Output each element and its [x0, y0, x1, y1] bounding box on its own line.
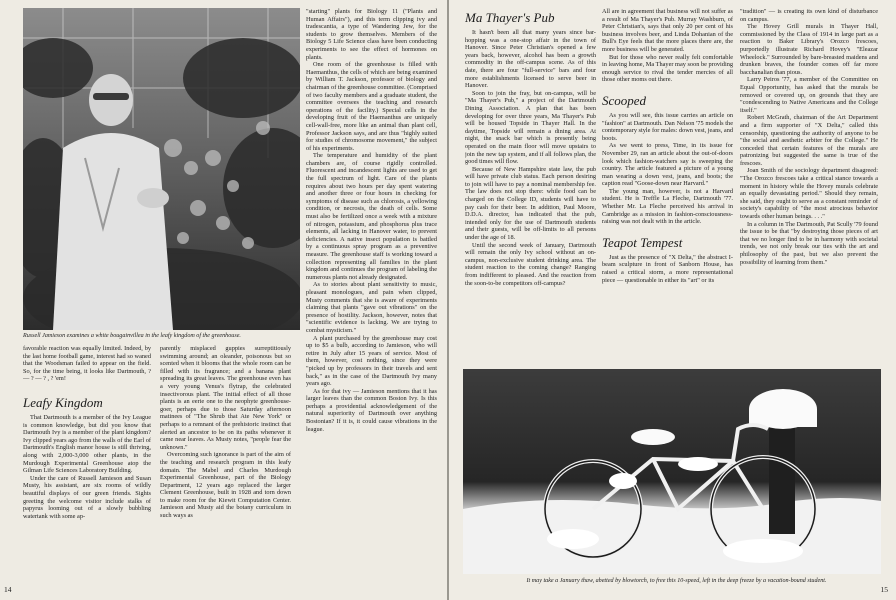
paragraph: A plant purchased by the greenhouse may cost up to $5 a bulb, according to Jamieson, who will retire in July after 15 years of service. Most of them, however, cost nothing, since they were "picked up by professors in their travels and sent back," as in the case of the Dartmouth Ivy many years ago. — [306, 334, 437, 388]
paragraph: Overcoming such ignorance is part of the aim of the teaching and research program in this leafy domain. The Mabel and Charles Murdough Experimental Greenhouse, part of the Biology Department, 12 years ago replaced the larger Clement Greenhouse, built in 1928 and torn down to make room for the Kiewit Computation Center. Jamieson and Musty aid the botany curriculum in such ways as — [160, 451, 291, 520]
right-column-1 — [465, 8, 596, 363]
page-number-right: 15 — [880, 585, 888, 594]
paragraph: "starting" plants for Biology 11 ("Plants and Human Affairs"), and this term clipping ivy and tradescantia, a type of Wandering Jew, for the students to grow themselves. Members of the Biology 5 Life Science class have been conducting experiments to see the effect of hormones on plants. — [306, 8, 437, 61]
page-number-left: 14 — [4, 585, 12, 594]
frozen-bicycle-photo — [463, 369, 881, 574]
teapot-tempest-heading: Teapot Tempest — [602, 234, 683, 250]
paragraph: Because of New Hampshire state law, the pub will have private club status. Each person desiring to join will have to pay a nominal membership fee. The law does not stop there: while food can be charged on the College ID, students will have to pay cash for their beer. In addition, Paul Moore, D.D.A. director, has indicated that the pub, intended only for the use of Dartmouth students and their guests, will be off-limits to all persons under the age of 18. — [465, 165, 596, 242]
right-page — [449, 0, 896, 600]
greenhouse-photo — [23, 8, 300, 330]
paragraph: Robert McGrath, chairman of the Art Department and a firm supporter of "X Delta," called this censorship, questioning the authority of anyone to be "the social and aesthetic arbiter for the College." He conceded that certain features of the murals are patronizing but suggested the same is true of the frescoes. — [740, 114, 878, 167]
paragraph: "tradition" — is creating its own kind of disturbance on campus. — [740, 8, 878, 23]
left-column-2 — [160, 345, 291, 590]
left-page — [0, 0, 447, 600]
ma-thayers-pub-heading: Ma Thayer's Pub — [465, 10, 555, 25]
paragraph: In a column in The Dartmouth, Pat Scully '79 found the issue to be that "by destroying those pieces of art that we no longer find to be in harmony with societal trends, we not only break our ties with the art and philosophy of the past, but we also prevent the possibility of learning from them." — [740, 220, 878, 266]
paragraph: The Hovey Grill murals in Thayer Hall, commissioned by the Class of 1914 in large part as a reaction to Baker Library's Orozco frescoes, purportedly illustrate Richard Hovey's "Eleazar Wheelock." Surrounded by bare-breasted maidens and drunken braves, the founder comes off far more bacchanalian than pious. — [740, 23, 878, 76]
paragraph: All are in agreement that business will not suffer as a result of Ma Thayer's Pub. Murray Washburn, of Peter Christian's, says that only 20 per cent of his business involves beer, and Linda Dohanian of the Bull's Eye feels that the more places there are, the more business will be generated. — [602, 8, 733, 53]
paragraph: Under the care of Russell Jamieson and Susan Musty, his assistant, are six rooms of wildly beautiful displays of our green friends. Sights greeting the welcome visitor include stalks of papyrus looming out of a slowly bubbling watertank with some ap- — [23, 474, 151, 520]
paragraph: Until the second week of January, Dartmouth will remain the only Ivy school without an on-campus, non-exclusive student drinking area. The student reaction to the coming change? Ranging from indifferent to pleased. And the reaction from the soon-to-be competitors off-campus? — [465, 241, 596, 287]
bicycle-photo-caption: It may take a January thaw, abetted by blowtorch, to free this 10-speed, left in the deep freeze by a vacation-bound student. — [526, 578, 827, 584]
paragraph: But for those who never really felt comfortable in leaving home, Ma Thayer may soon be providing enough service to rival the tender mercies of all those other moms out there. — [602, 53, 733, 84]
left-column-1 — [23, 345, 151, 590]
paragraph: The young man, however, is not a Harvard student. He is Treffle La Fleche, Dartmouth '77. Whether Mr. La Fleche perceived his arrival in Cambridge as a mission in fashion-consciousness-raising was not dealt with in the article. — [602, 187, 733, 226]
left-column-3 — [306, 8, 437, 590]
right-column-2 — [602, 8, 733, 363]
paragraph: It hasn't been all that many years since bar-hopping was a one-stop affair in the town of Hanover. Since Peter Christian's opened a few years back, however, alcohol has been a growth commodity in the off-campus scene. As of this date, there are four "full-service" bars and four more establishments licensed to serve beer in Hanover. — [465, 29, 596, 90]
scooped-heading: Scooped — [602, 92, 647, 108]
right-column-3 — [740, 8, 878, 363]
paragraph: Larry Peiros '77, a member of the Committee on Equal Opportunity, has asked that the murals be removed or covered up, on grounds that they are "condescending to Native Americans and the College itself." — [740, 76, 878, 114]
paragraph: One room of the greenhouse is filled with Haemanthus, the cells of which are being examined by William T. Jackson, professor of biology and chairman of the greenhouse committee. (Comprised of two faculty members and a graduate student, the committee oversees the teaching and research operations of the facility.) Special cells in the developing fruit of the Haemanthus are uniquely cell-wall-free, more like an animal than plant cell, Professor Jackson says, and are thus "highly suited for studies of chromosome movement," the subject of his experiments. — [306, 61, 437, 152]
paragraph: Just as the presence of "X Delta," the abstract I-beam sculpture in front of Sanborn House, has raised a critical storm, a more representational piece — questionable in either its "art" or its — [602, 253, 733, 284]
paragraph: parently misplaced guppies surreptitiously swimming around; an oleander, poisonous but so scented when it blooms that the whole room can be filled with its fragrance; and a banana plant spreading its great leaves. The greenhouse even has a very young Venus's flytrap, the celebrated insectivorous plant. The initial effect of all those plants is an eerie one to the neophyte greenhouse-goer, perhaps due to those Saturday afternoon matinees of "The Shrub that Ate New York" or perhaps to a remnant of the prehistoric instinct that alerted an ancestor to be on its paths whenever it came near leaves. As Musty notes, "people fear the unknown." — [160, 345, 291, 451]
frozen-bicycle-image — [463, 369, 881, 574]
paragraph: As for that ivy — Jamieson mentions that it has larger leaves than the common Boston Ivy. Is this perhaps a providential acknowledgement of the natural superiority of Dartmouth over anything Bostonian? If it is, it could cause vibrations in the league. — [306, 387, 437, 433]
paragraph: Soon to join the fray, but on-campus, will be "Ma Thayer's Pub," a project of the Dartmouth Dining Association. A plan that has been developing for over three years, Ma Thayer's Pub will be housed Topside in Thayer Hall. In the daytime, Topside will remain a dining area. At night, the snack bar which is presently being operated on the main floor will move upstairs to join the new tap system, and if all follows plan, the good times will flow. — [465, 89, 596, 166]
paragraph: Joan Smith of the sociology department disagreed: "The Orozco frescoes take a critical stance towards a moment in history while the Hovey murals celebrate an equally devastating period." Should they remain, she said, they ought to serve as a constant reminder of society's capability of "the most atrocious behavior towards other human beings. . . ." — [740, 167, 878, 221]
paragraph: As to stories about plant sensitivity to music, pleasant monologues, and pain when clipped, Musty comments that she is aware of experiments claiming that plants "gave out vibrations" on the presence of hostility. Jackson, however, notes that "scientific evidence is lacking. We are trying to combat mysticism." — [306, 281, 437, 334]
paragraph: favorable reaction was equally limited. Indeed, by the last home football game, interest had so waned that the Woodsman failed to appear on the field. So, for the time being, it looks like Dartmouth, ? — ? — ? , ? 'em! — [23, 345, 151, 383]
greenhouse-photo-image — [23, 8, 300, 330]
paragraph: That Dartmouth is a member of the Ivy League is common knowledge, but did you know that Dartmouth Ivy is a member of the plant kingdom? Ivy clipped years ago from the walls of the Earl of Dartmouth's English manor house is still thriving, along with 2,000-3,000 other plants, in the Murdough Experimental Greenhouse atop the Gilman Life Sciences Laboratory Building. — [23, 413, 151, 475]
paragraph: As you will see, this issue carries an article on "fashion" at Dartmouth. Dan Nelson '75 models the contemporary style for males: down vest, jeans, and boots. — [602, 111, 733, 142]
paragraph: The temperature and humidity of the plant chambers are, of course rigidly controlled. Fluorescent and incandescent lights are used to get the full spectrum of light. Care of the plants requires about two hours per day spent watering and another three or four hours in checking for symptoms of disease such as chlorosis, a yellowing condition, or necrosis, the death of cells. Some must also be fertilized once a week with a mixture of nitrogen, potassium, and phosphorus plus trace elements, all lacking in Hanover water, to prevent deficiencies. A native insect population is battled by a continuous spray program as a preventive measure. The greenhouse staff is working toward a collection representing all families in the plant kingdom and continues the program of labeling the numerous plants not already designated. — [306, 152, 437, 281]
leafy-kingdom-heading: Leafy Kingdom — [23, 394, 103, 410]
paragraph: As we went to press, Time, in its issue for November 29, ran an article about the out-of-doors look which fashion-watchers say is sweeping the country. The article featured a picture of a young man wearing a down vest, jeans, and boots; the caption read "Goose-down near Harvard." — [602, 142, 733, 188]
greenhouse-photo-caption: Russell Jamieson examines a white bougainvillea in the leafy kingdom of the greenhouse. — [23, 333, 241, 339]
